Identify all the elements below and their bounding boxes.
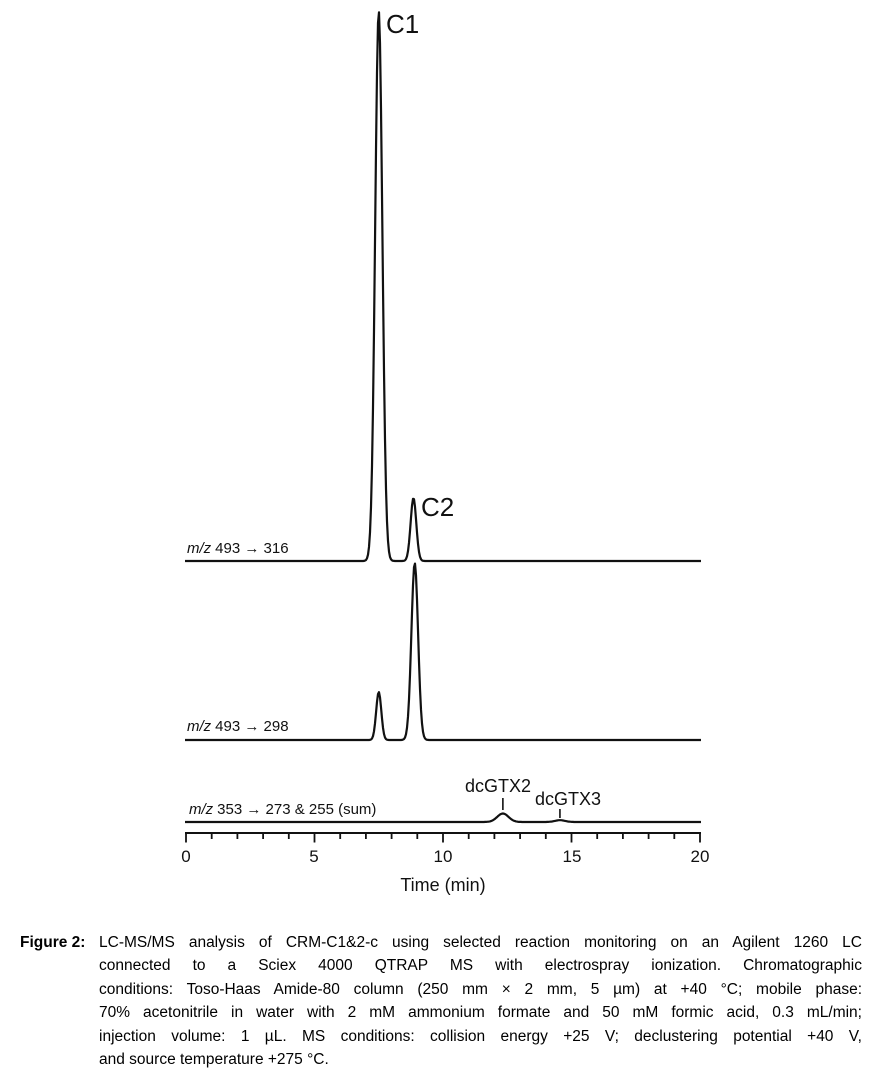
peak-label-dcgtx2: dcGTX2 [464, 776, 532, 796]
peak-label-c2: C2 [421, 492, 455, 522]
chromatogram-trace-0 [185, 9, 701, 561]
transition-text: 493 → 298 [215, 718, 289, 735]
chromatogram-trace-1 [185, 564, 701, 740]
x-tick-label-0: 0 [181, 847, 191, 866]
figure-caption-text [99, 931, 862, 1071]
caption-line-6: and source temperature +275 °C. [99, 1051, 329, 1069]
transition-text: 493 → 316 [215, 540, 289, 557]
peak-label-dcgtx3: dcGTX3 [534, 789, 602, 809]
caption-line-4: 70% acetonitrile in water with 2 mM ammonium formate and 50 mM formic acid, 0.3 mL/min; [99, 1004, 862, 1022]
peak-label-c1: C1 [386, 9, 420, 39]
caption-line-5: injection volume: 1 µL. MS conditions: collision energy +25 V; declustering potential +40 V, [99, 1027, 862, 1045]
trace-label-mz-493-298 [187, 719, 289, 734]
mz-italic-text: m/z [189, 801, 214, 818]
figure-caption-label: Figure 2: [20, 934, 86, 951]
mz-italic-text: m/z [187, 718, 212, 735]
caption-line-2: connected to a Sciex 4000 QTRAP MS with electrospray ionization. Chromatographic [99, 957, 862, 975]
caption-line-3: conditions: Toso-Haas Amide-80 column (250 mm × 2 mm, 5 µm) at +40 °C; mobile phase: [99, 980, 862, 998]
transition-text: 353 → 273 & 255 (sum) [217, 801, 377, 818]
x-tick-label-5: 5 [309, 847, 319, 866]
x-tick-label-20: 20 [690, 847, 710, 866]
mz-italic-text: m/z [187, 540, 212, 557]
x-tick-label-15: 15 [562, 847, 582, 866]
trace-label-mz-493-316 [187, 541, 289, 556]
trace-label-mz-353-sum [189, 802, 376, 817]
x-axis-title: Time (min) [400, 875, 486, 895]
figure-caption [20, 931, 862, 1071]
caption-line-1: LC-MS/MS analysis of CRM-C1&2-c using selected reaction monitoring on an Agilent 1260 LC [99, 934, 862, 951]
x-tick-label-10: 10 [433, 847, 453, 866]
